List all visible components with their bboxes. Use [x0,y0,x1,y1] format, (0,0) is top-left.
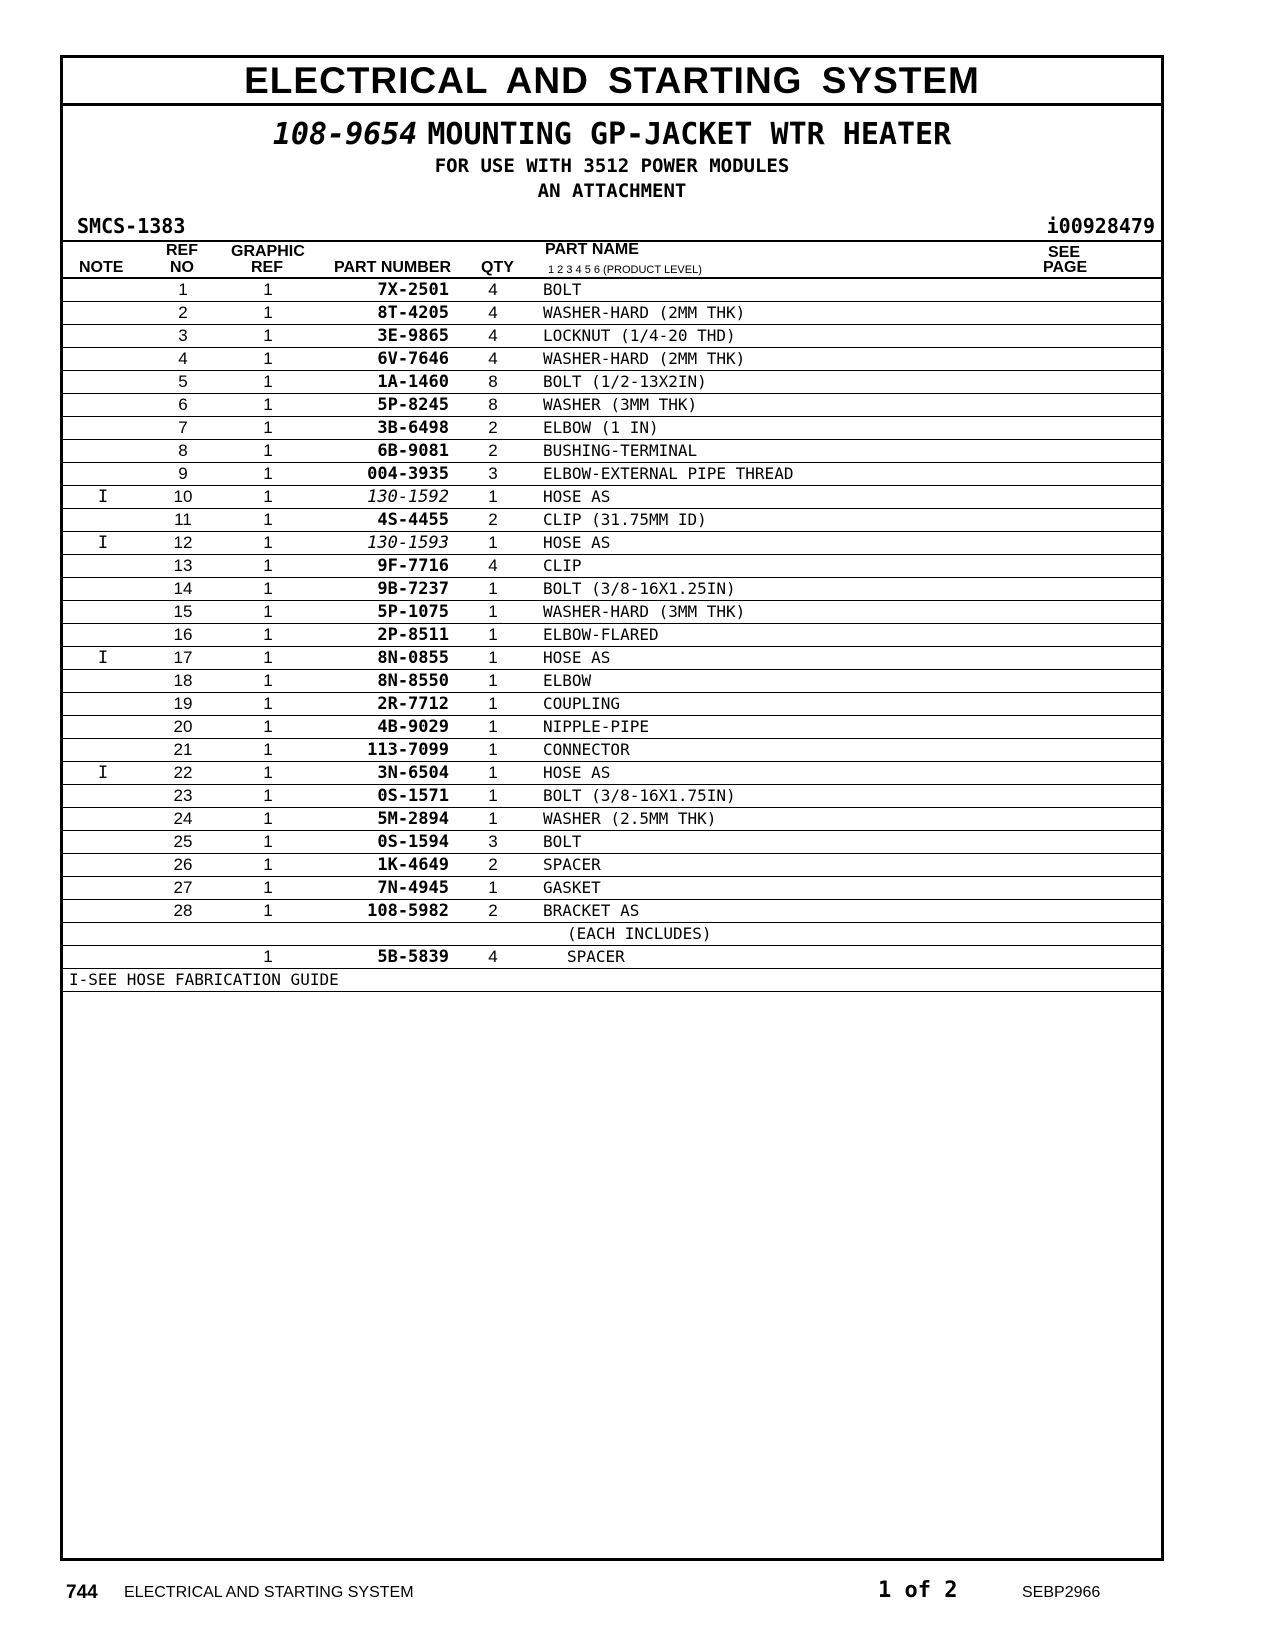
row-ref-no: 2 [178,303,188,322]
row-ref-no: 18 [173,671,193,690]
page-frame [60,55,1164,1561]
row-ref-no: 11 [174,510,192,529]
row-graphic-ref: 1 [263,740,273,759]
table-row [63,762,1161,785]
row-qty: 8 [488,372,498,391]
col-ref-top: REF [166,242,198,259]
row-ref-no: 6 [178,395,188,414]
col-see-top: SEE [1048,244,1081,261]
row-ref-no: 16 [173,625,193,644]
row-qty: 2 [488,901,498,920]
row-ref-no: 8 [178,441,188,460]
row-part-number: 0S-1594 [377,832,449,852]
row-ref-no: 7 [178,418,188,437]
row-graphic-ref: 1 [263,786,273,805]
row-part-number: 6B-9081 [377,441,449,461]
row-part-number: 7X-2501 [377,280,449,300]
row-qty: 1 [488,533,498,552]
row-graphic-ref: 1 [263,763,273,782]
doc-number: SEBP2966 [1022,1584,1101,1601]
footnote-row [63,969,1161,992]
table-row [63,693,1161,716]
row-part-number: 1K-4649 [377,855,449,875]
row-graphic-ref: 1 [263,901,273,920]
table-row [63,371,1161,394]
usage-line: FOR USE WITH 3512 POWER MODULES [434,155,790,177]
table-row [63,394,1161,417]
row-graphic-ref: 1 [263,303,273,322]
table-row [63,854,1161,877]
id-row [63,210,1161,240]
table-row [63,486,1161,509]
row-part-name: LOCKNUT (1/4-20 THD) [543,326,736,345]
row-graphic-ref: 1 [263,878,273,897]
table-row [63,302,1161,325]
row-part-number: 113-7099 [367,740,449,760]
row-part-name: WASHER-HARD (2MM THK) [543,349,746,368]
table-row [63,670,1161,693]
table-row [63,348,1161,371]
row-graphic-ref: 1 [263,625,273,644]
row-qty: 4 [488,947,498,966]
row-qty: 3 [488,832,498,851]
row-part-number: 5P-1075 [377,602,449,622]
row-part-name: (EACH INCLUDES) [567,924,712,943]
row-part-number: 130-1593 [367,533,449,553]
row-ref-no: 15 [173,602,193,621]
col-qty: QTY [481,259,514,276]
row-qty: 1 [488,487,498,506]
parts-table [63,279,1161,969]
page-footer [66,1578,1166,1608]
row-part-number: 004-3935 [367,464,449,484]
row-part-name: CLIP (31.75MM ID) [543,510,707,529]
row-part-number: 1A-1460 [377,372,449,392]
row-ref-no: 21 [173,740,193,759]
section-title: ELECTRICAL AND STARTING SYSTEM [63,58,1161,106]
table-row [63,601,1161,624]
row-part-name: HOSE AS [543,763,611,782]
row-part-name: BOLT [543,280,582,299]
row-part-number: 8N-0855 [377,648,449,668]
row-qty: 2 [488,510,498,529]
row-part-number: 0S-1571 [377,786,449,806]
table-row [63,785,1161,808]
table-row [63,624,1161,647]
table-row [63,279,1161,302]
col-see-bottom: PAGE [1043,259,1088,276]
row-graphic-ref: 1 [263,579,273,598]
row-ref-no: 9 [178,464,188,483]
row-part-number: 108-5982 [367,901,449,921]
row-part-number: 5B-5839 [377,947,449,967]
row-qty: 4 [488,349,498,368]
table-row [63,877,1161,900]
row-part-name: BRACKET AS [543,901,640,920]
row-ref-no: 20 [173,717,193,736]
row-graphic-ref: 1 [263,809,273,828]
row-part-number: 5P-8245 [377,395,449,415]
row-ref-no: 28 [173,901,193,920]
row-graphic-ref: 1 [263,372,273,391]
row-part-name: CONNECTOR [543,740,630,759]
row-part-number: 9B-7237 [377,579,449,599]
row-qty: 3 [488,464,498,483]
row-ref-no: 14 [173,579,193,598]
row-graphic-ref: 1 [263,947,273,966]
row-note: I [97,648,109,668]
row-ref-no: 3 [178,326,188,345]
row-part-number: 8N-8550 [377,671,449,691]
table-row [63,739,1161,762]
row-part-name: BOLT [543,832,582,851]
row-part-name: SPACER [567,947,625,966]
row-qty: 2 [488,418,498,437]
row-graphic-ref: 1 [263,510,273,529]
row-part-number: 6V-7646 [377,349,449,369]
row-graphic-ref: 1 [263,487,273,506]
row-qty: 4 [488,280,498,299]
group-name: MOUNTING GP-JACKET WTR HEATER [427,117,952,152]
col-part-name: PART NAME [545,241,639,258]
row-graphic-ref: 1 [263,464,273,483]
footnote: I-SEE HOSE FABRICATION GUIDE [69,970,339,989]
row-ref-no: 13 [173,556,193,575]
row-graphic-ref: 1 [263,441,273,460]
row-qty: 2 [488,855,498,874]
row-graphic-ref: 1 [263,326,273,345]
row-note: I [97,487,109,507]
row-qty: 2 [488,441,498,460]
row-ref-no: 27 [173,878,193,897]
row-ref-no: 19 [173,694,193,713]
row-graphic-ref: 1 [263,694,273,713]
row-graphic-ref: 1 [263,717,273,736]
row-qty: 1 [488,671,498,690]
row-qty: 1 [488,625,498,644]
table-row [63,647,1161,670]
row-part-name: BUSHING-TERMINAL [543,441,698,460]
attachment-line: AN ATTACHMENT [537,180,687,202]
row-graphic-ref: 1 [263,280,273,299]
illustration-id: i00928479 [1046,214,1155,238]
row-part-name: ELBOW-FLARED [543,625,659,644]
table-row [63,716,1161,739]
row-part-number: 5M-2894 [377,809,449,829]
row-part-name: WASHER-HARD (3MM THK) [543,602,746,621]
row-qty: 1 [488,717,498,736]
row-qty: 8 [488,395,498,414]
row-part-name: WASHER-HARD (2MM THK) [543,303,746,322]
col-ref-bottom: NO [170,259,194,276]
row-part-name: BOLT (3/8-16X1.75IN) [543,786,736,805]
table-row [63,578,1161,601]
row-qty: 4 [488,326,498,345]
row-ref-no: 1 [178,280,188,299]
col-note: NOTE [79,259,124,276]
row-part-name: COUPLING [543,694,621,713]
row-part-name: BOLT (1/2-13X2IN) [543,372,707,391]
row-qty: 1 [488,763,498,782]
table-row [63,417,1161,440]
row-graphic-ref: 1 [263,832,273,851]
row-part-name: HOSE AS [543,648,611,667]
row-qty: 4 [488,556,498,575]
row-ref-no: 10 [173,487,193,506]
table-row [63,532,1161,555]
row-graphic-ref: 1 [263,671,273,690]
row-ref-no: 4 [178,349,188,368]
col-product-levels: 1 2 3 4 5 6 (PRODUCT LEVEL) [548,264,702,276]
row-part-name: ELBOW [543,671,592,690]
smcs-code: SMCS-1383 [77,214,186,238]
col-graphic-top: GRAPHIC [231,243,305,260]
page-of: 1 of 2 [878,1578,958,1603]
row-graphic-ref: 1 [263,395,273,414]
row-part-number: 8T-4205 [377,303,449,323]
row-graphic-ref: 1 [263,418,273,437]
row-graphic-ref: 1 [263,602,273,621]
row-ref-no: 22 [173,763,193,782]
row-qty: 1 [488,694,498,713]
table-row [63,900,1161,923]
row-note: I [97,533,109,553]
row-part-number: 7N-4945 [377,878,449,898]
row-qty: 1 [488,579,498,598]
row-qty: 1 [488,809,498,828]
table-row [63,946,1161,969]
page-number: 744 [66,1582,98,1603]
row-part-name: HOSE AS [543,533,611,552]
row-ref-no: 24 [173,809,193,828]
footer-section: ELECTRICAL AND STARTING SYSTEM [124,1584,414,1601]
row-part-number: 4S-4455 [377,510,449,530]
row-part-name: ELBOW (1 IN) [543,418,659,437]
row-part-name: HOSE AS [543,487,611,506]
row-ref-no: 12 [173,533,193,552]
row-part-name: NIPPLE-PIPE [543,717,649,736]
row-ref-no: 5 [178,372,188,391]
table-row [63,808,1161,831]
row-ref-no: 26 [173,855,193,874]
column-headers [63,240,1161,279]
row-part-name: BOLT (3/8-16X1.25IN) [543,579,736,598]
row-qty: 1 [488,648,498,667]
row-part-name: CLIP [543,556,582,575]
row-note: I [97,763,109,783]
row-part-number: 3N-6504 [377,763,449,783]
row-part-number: 9F-7716 [377,556,449,576]
table-row [63,555,1161,578]
row-ref-no: 23 [173,786,193,805]
row-part-number: 3E-9865 [377,326,449,346]
row-qty: 1 [488,740,498,759]
row-graphic-ref: 1 [263,349,273,368]
row-graphic-ref: 1 [263,556,273,575]
group-number: 108-9654 [272,117,418,152]
table-row [63,325,1161,348]
row-part-number: 2P-8511 [377,625,449,645]
row-graphic-ref: 1 [263,533,273,552]
row-qty: 1 [488,786,498,805]
table-row [63,831,1161,854]
row-part-name: GASKET [543,878,601,897]
table-row [63,509,1161,532]
row-part-number: 2R-7712 [377,694,449,714]
row-part-number: 3B-6498 [377,418,449,438]
row-graphic-ref: 1 [263,648,273,667]
row-ref-no: 25 [173,832,193,851]
row-qty: 4 [488,303,498,322]
table-row [63,463,1161,486]
group-title [63,116,1161,154]
col-graphic-bottom: REF [251,259,283,276]
row-graphic-ref: 1 [263,855,273,874]
table-row [63,923,1161,946]
row-part-number: 130-1592 [367,487,449,507]
row-qty: 1 [488,878,498,897]
row-part-number: 4B-9029 [377,717,449,737]
row-ref-no: 17 [173,648,193,667]
col-part-number: PART NUMBER [334,259,452,276]
table-row [63,440,1161,463]
row-qty: 1 [488,602,498,621]
row-part-name: WASHER (2.5MM THK) [543,809,717,828]
row-part-name: SPACER [543,855,601,874]
row-part-name: WASHER (3MM THK) [543,395,698,414]
row-part-name: ELBOW-EXTERNAL PIPE THREAD [543,464,794,483]
